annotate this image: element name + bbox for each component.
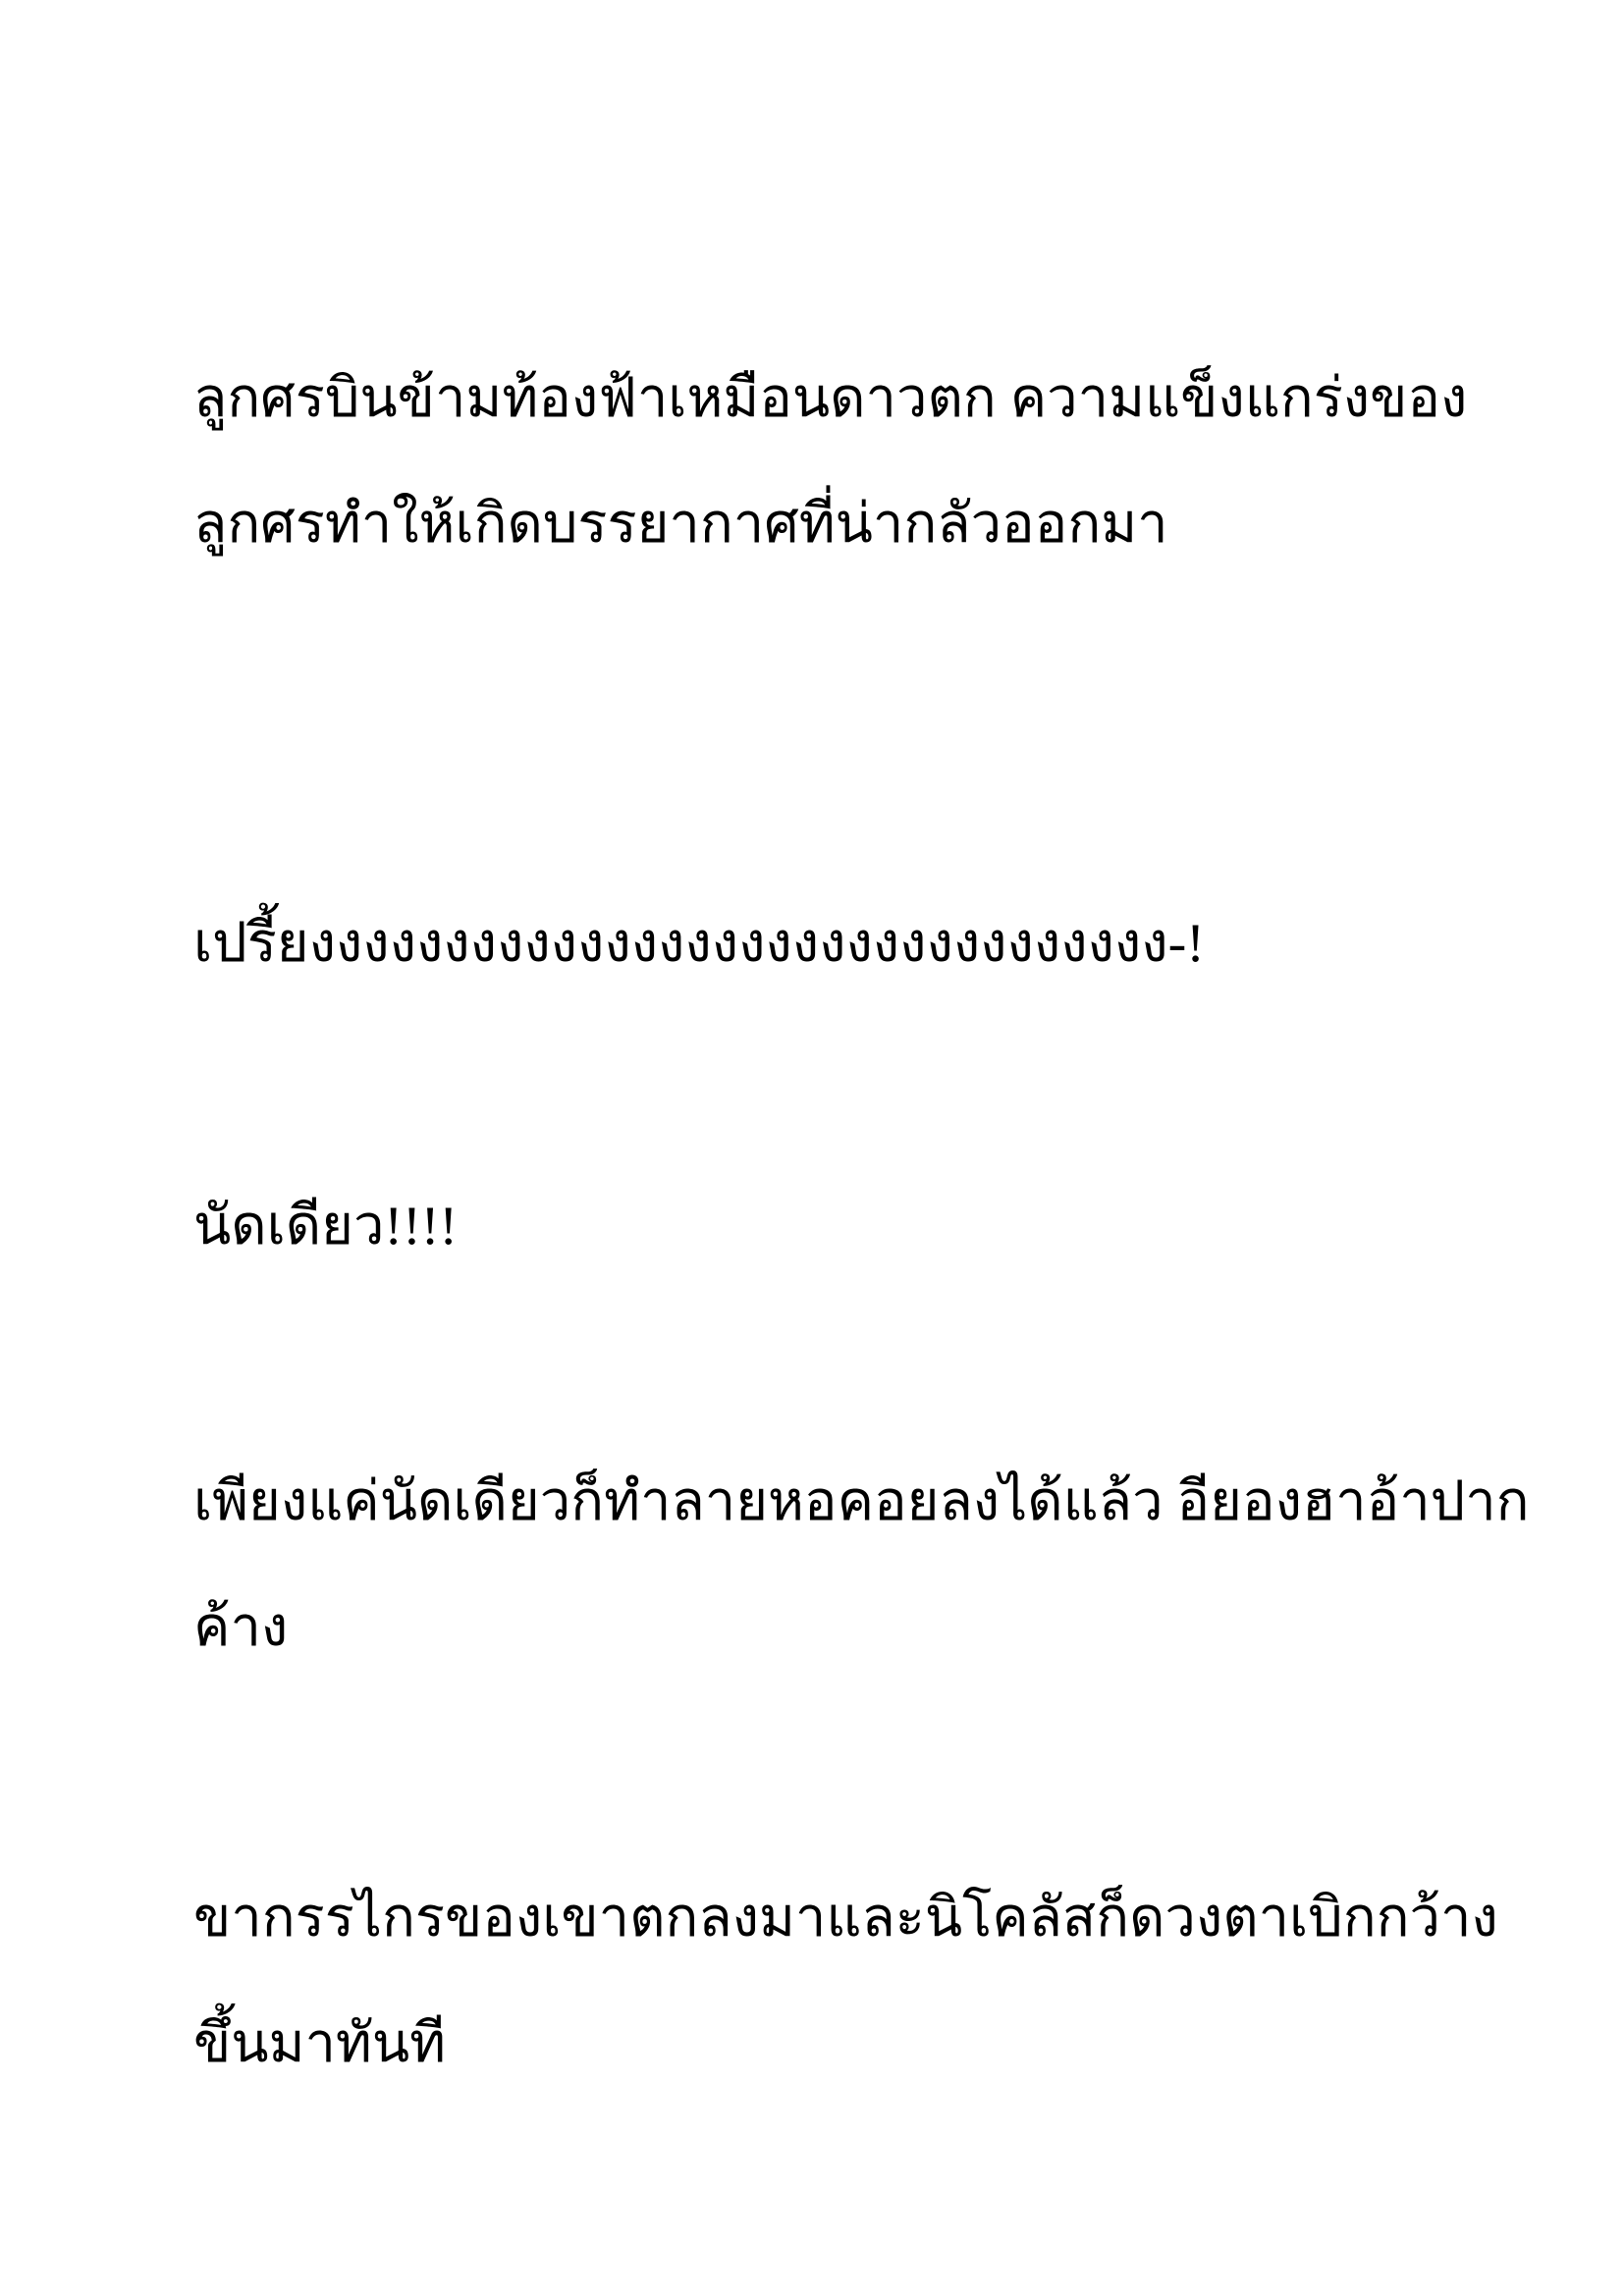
paragraph-one-shot bbox=[193, 1163, 1470, 1289]
text-line: เปรี้ยงงงงงงงงงงงงงงงงงงงงงงงงงงงงงงงง-! bbox=[193, 913, 1205, 974]
text-line: ขึ้นมาทันที bbox=[193, 2013, 447, 2074]
text-line: ลูกศรบินข้ามท้องฟ้าเหมือนดาวตก ความแข็งแกร่งของ bbox=[193, 368, 1468, 429]
paragraph-arrow-flight bbox=[193, 336, 1470, 587]
text-line: ขากรรไกรของเขาตกลงมาและนิโคลัสก็ดวงตาเบิกกว้าง bbox=[193, 1888, 1498, 1949]
text-line: นัดเดียว!!!! bbox=[193, 1196, 459, 1256]
text-line: ลูกศรทำให้เกิดบรรยากาศที่น่ากลัวออกมา bbox=[193, 494, 1168, 555]
paragraph-jaw-drop bbox=[193, 1855, 1498, 2107]
text-line: เพียงแค่นัดเดียวก็ทำลายหอคอยลงได้แล้ว อียองฮาอ้าปาก bbox=[193, 1471, 1530, 1532]
paragraph-tower-destroyed bbox=[193, 1439, 1530, 1690]
paragraph-sound-effect bbox=[193, 881, 1470, 1006]
text-line: ค้าง bbox=[193, 1597, 289, 1658]
